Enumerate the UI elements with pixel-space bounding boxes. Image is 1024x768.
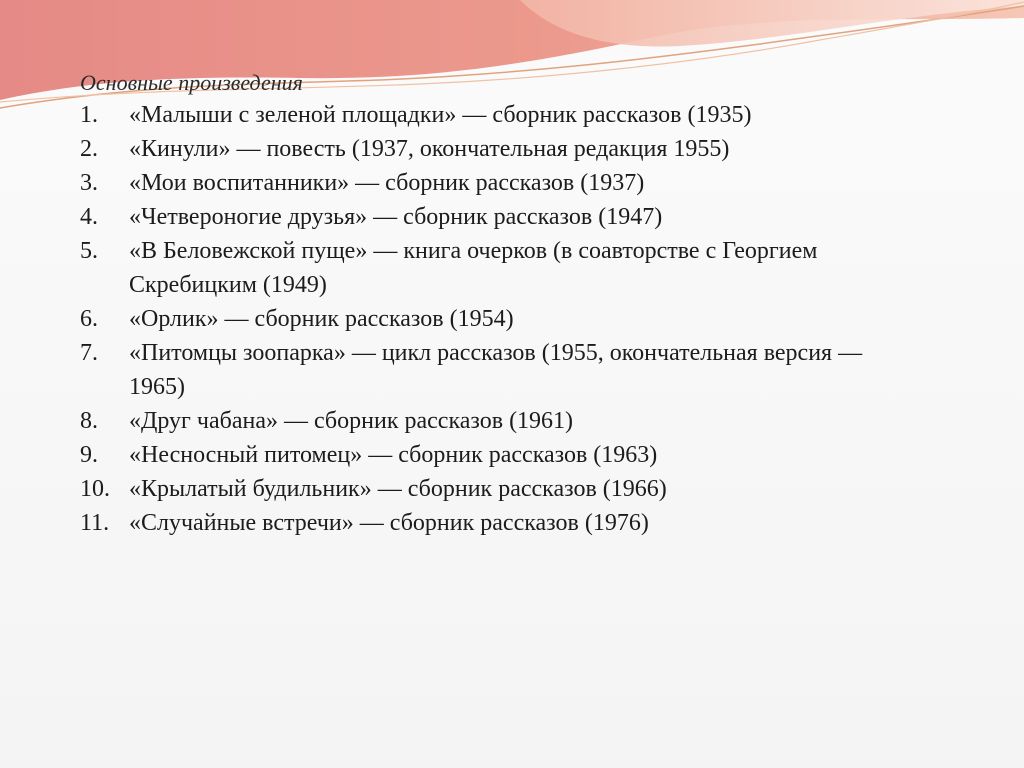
list-item bbox=[80, 132, 960, 166]
works-list bbox=[80, 98, 960, 540]
item-number: 1. bbox=[80, 102, 98, 128]
item-text: «В Беловежской пуще» — книга очерков (в соавторстве с Георгием Скребицким (1949) bbox=[129, 238, 818, 298]
item-text: «Орлик» — сборник рассказов (1954) bbox=[129, 306, 514, 332]
item-text: «Мои воспитанники» — сборник рассказов (1937) bbox=[129, 170, 645, 196]
list-item bbox=[80, 404, 960, 438]
item-number: 9. bbox=[80, 442, 98, 468]
item-text: «Друг чабана» — сборник рассказов (1961) bbox=[129, 408, 574, 434]
list-item bbox=[80, 336, 960, 404]
item-number: 11. bbox=[80, 510, 110, 536]
list-item bbox=[80, 506, 960, 540]
item-text: «Крылатый будильник» — сборник рассказов (1966) bbox=[129, 476, 667, 502]
item-number: 3. bbox=[80, 170, 98, 196]
list-item bbox=[80, 472, 960, 506]
item-number: 5. bbox=[80, 238, 98, 264]
item-number: 2. bbox=[80, 136, 98, 162]
list-item bbox=[80, 438, 960, 472]
section-heading: Основные произведения bbox=[80, 70, 303, 95]
item-number: 10. bbox=[80, 476, 110, 502]
item-number: 4. bbox=[80, 204, 98, 230]
content-area bbox=[80, 70, 960, 540]
item-text: «Случайные встречи» — сборник рассказов (1976) bbox=[129, 510, 649, 536]
list-item bbox=[80, 98, 960, 132]
wave-band-light bbox=[520, 0, 1024, 47]
item-text: «Несносный питомец» — сборник рассказов (1963) bbox=[129, 442, 658, 468]
list-item bbox=[80, 234, 960, 302]
item-number: 6. bbox=[80, 306, 98, 332]
item-text: «Кинули» — повесть (1937, окончательная редакция 1955) bbox=[129, 136, 730, 162]
item-number: 7. bbox=[80, 340, 98, 366]
list-item bbox=[80, 302, 960, 336]
item-text: «Малыши с зеленой площадки» — сборник рассказов (1935) bbox=[129, 102, 752, 128]
item-number: 8. bbox=[80, 408, 98, 434]
list-item bbox=[80, 200, 960, 234]
list-item bbox=[80, 166, 960, 200]
item-text: «Четвероногие друзья» — сборник рассказов (1947) bbox=[129, 204, 663, 230]
item-text: «Питомцы зоопарка» — цикл рассказов (1955, окончательная версия — 1965) bbox=[129, 340, 863, 400]
